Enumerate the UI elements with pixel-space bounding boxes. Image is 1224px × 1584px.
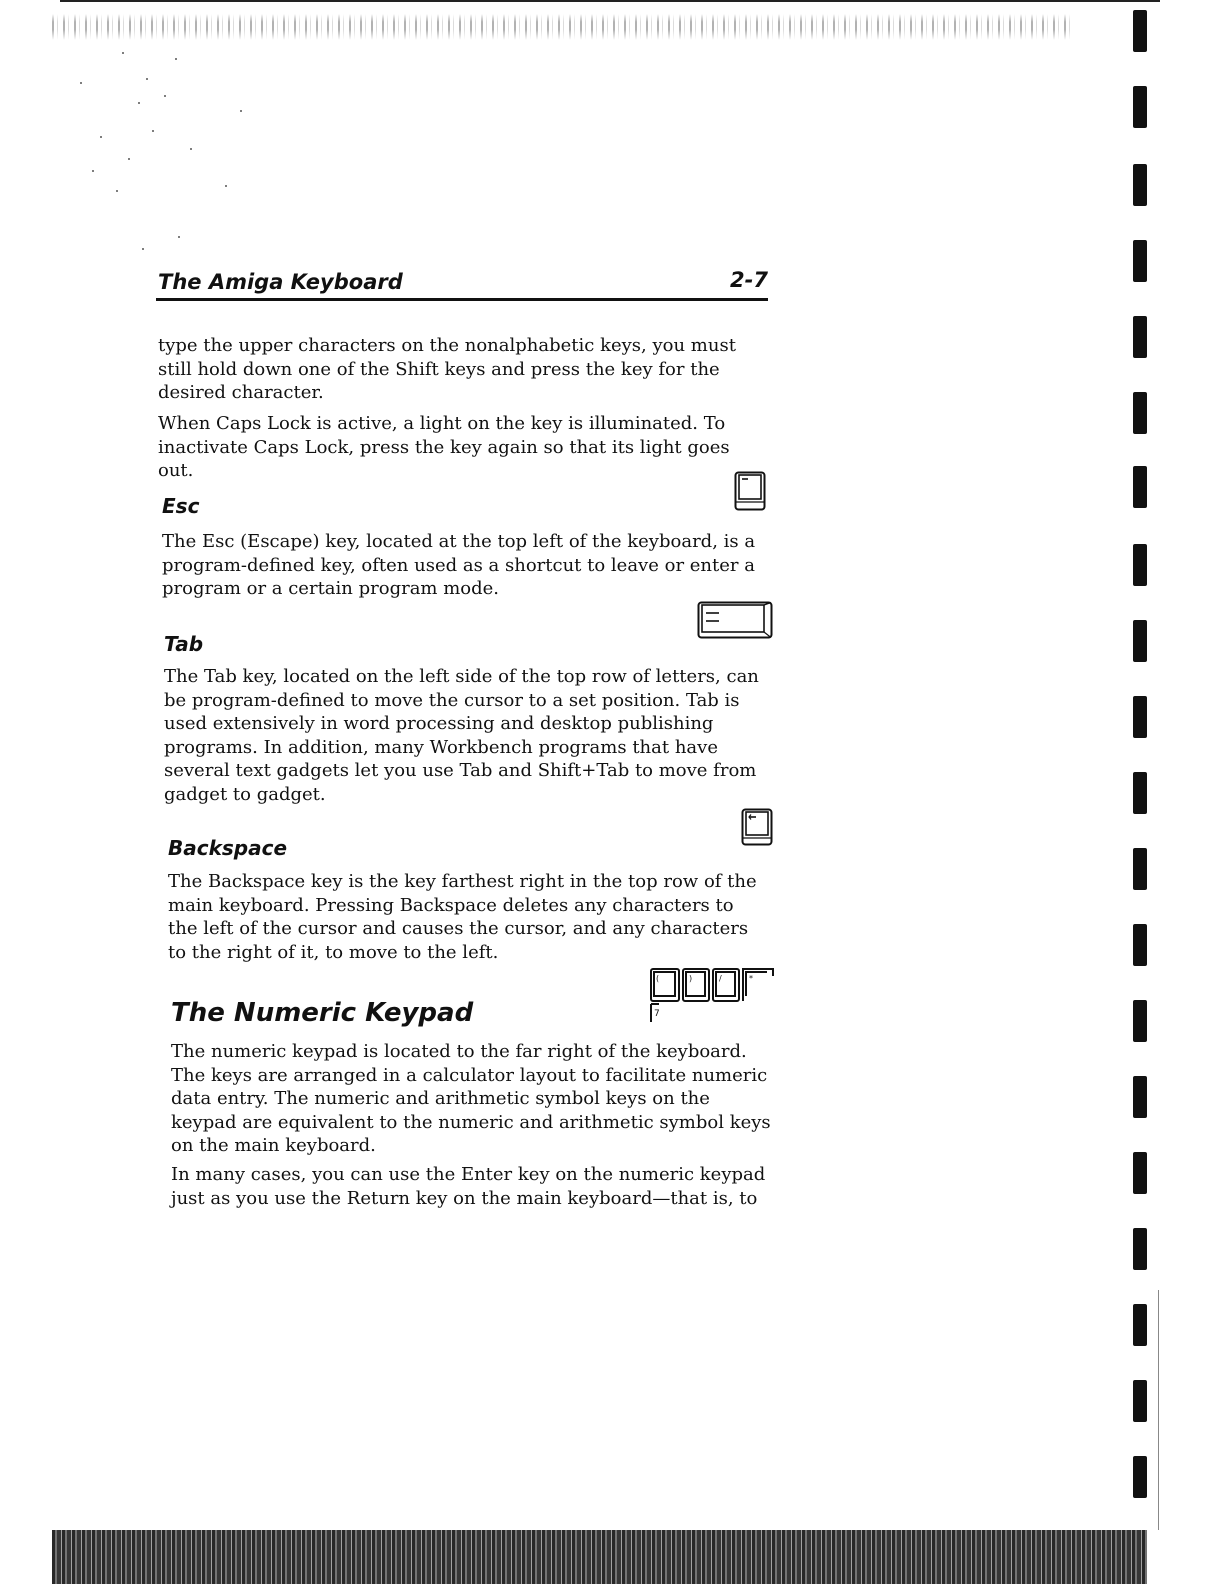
- keypad-label: (: [656, 974, 660, 983]
- scan-top-edge: [60, 0, 1160, 2]
- header-title: The Amiga Keyboard: [158, 270, 403, 294]
- binder-ring-icon: [1133, 1380, 1147, 1422]
- intro-paragraph-2: When Caps Lock is active, a light on the key is illuminated. To inactivate Caps Lock, press the key again so that its light goes out.: [158, 413, 730, 481]
- binder-ring-icon: [1133, 316, 1147, 358]
- binder-ring-icon: [1133, 1456, 1147, 1498]
- keypad-label: *: [749, 974, 753, 983]
- binder-ring-icon: [1133, 924, 1147, 966]
- binder-ring-icon: [1133, 466, 1147, 508]
- esc-heading: Esc: [162, 494, 200, 518]
- backspace-paragraph: The Backspace key is the key farthest right in the top row of the main keyboard. Pressing Backspace deletes any characters to the left of the cursor and causes the cursor, and any characters to the right of it, to move to the left.: [168, 871, 757, 963]
- scan-speckles: [80, 40, 260, 260]
- scan-noise-bottom: [52, 1530, 1147, 1584]
- binder-ring-icon: [1133, 772, 1147, 814]
- esc-key-icon: [734, 471, 766, 511]
- keypad-label: /: [719, 974, 722, 983]
- keypad-label: ): [689, 974, 693, 983]
- binder-ring-icon: [1133, 10, 1147, 52]
- binder-ring-icon: [1133, 1076, 1147, 1118]
- binder-ring-icon: [1133, 1228, 1147, 1270]
- numeric-keypad-icon: [649, 966, 777, 1024]
- binder-ring-icon: [1133, 544, 1147, 586]
- backspace-key-icon: [741, 808, 773, 846]
- page-number: 2-7: [730, 268, 768, 292]
- binder-ring-icon: [1133, 1304, 1147, 1346]
- numeric-keypad-paragraph-2: In many cases, you can use the Enter key on the numeric keypad just as you use the Return key on the main keyboard—that is, to: [171, 1164, 766, 1209]
- scan-noise-top: [52, 14, 1072, 40]
- binder-ring-icon: [1133, 848, 1147, 890]
- tab-key-icon: [697, 601, 773, 639]
- binder-ring-icon: [1133, 696, 1147, 738]
- esc-paragraph: The Esc (Escape) key, located at the top left of the keyboard, is a program-defined key, often used as a shortcut to leave or enter a program or a certain program mode.: [162, 531, 756, 599]
- binder-ring-icon: [1133, 86, 1147, 128]
- binder-ring-icon: [1133, 240, 1147, 282]
- keypad-label: 7: [654, 1009, 660, 1019]
- binder-ring-icon: [1133, 620, 1147, 662]
- numeric-keypad-paragraph-1: The numeric keypad is located to the far right of the keyboard. The keys are arranged in a calculator layout to facilitate numeric data entry. The numeric and arithmetic symbol keys on the keypad are equivalent to the numeric and arithmetic symbol keys on the main keyboard.: [171, 1041, 771, 1156]
- binder-ring-icon: [1133, 164, 1147, 206]
- page-edge: [1158, 1290, 1159, 1530]
- binder-ring-icon: [1133, 1152, 1147, 1194]
- backspace-heading: Backspace: [168, 836, 288, 860]
- running-header: [156, 268, 768, 301]
- tab-paragraph: The Tab key, located on the left side of the top row of letters, can be program-defined to move the cursor to a set position. Tab is used extensively in word processing and desktop publishing programs. In addition, many Workbench programs that have several text gadgets let you use Tab and Shift+Tab to move from gadget to gadget.: [164, 666, 759, 805]
- binder-ring-icon: [1133, 392, 1147, 434]
- binder-ring-icon: [1133, 1000, 1147, 1042]
- numeric-keypad-heading: The Numeric Keypad: [171, 998, 474, 1028]
- tab-heading: Tab: [164, 632, 204, 656]
- intro-paragraph-1: type the upper characters on the nonalphabetic keys, you must still hold down one of the Shift keys and press the key for the desired character.: [158, 335, 736, 403]
